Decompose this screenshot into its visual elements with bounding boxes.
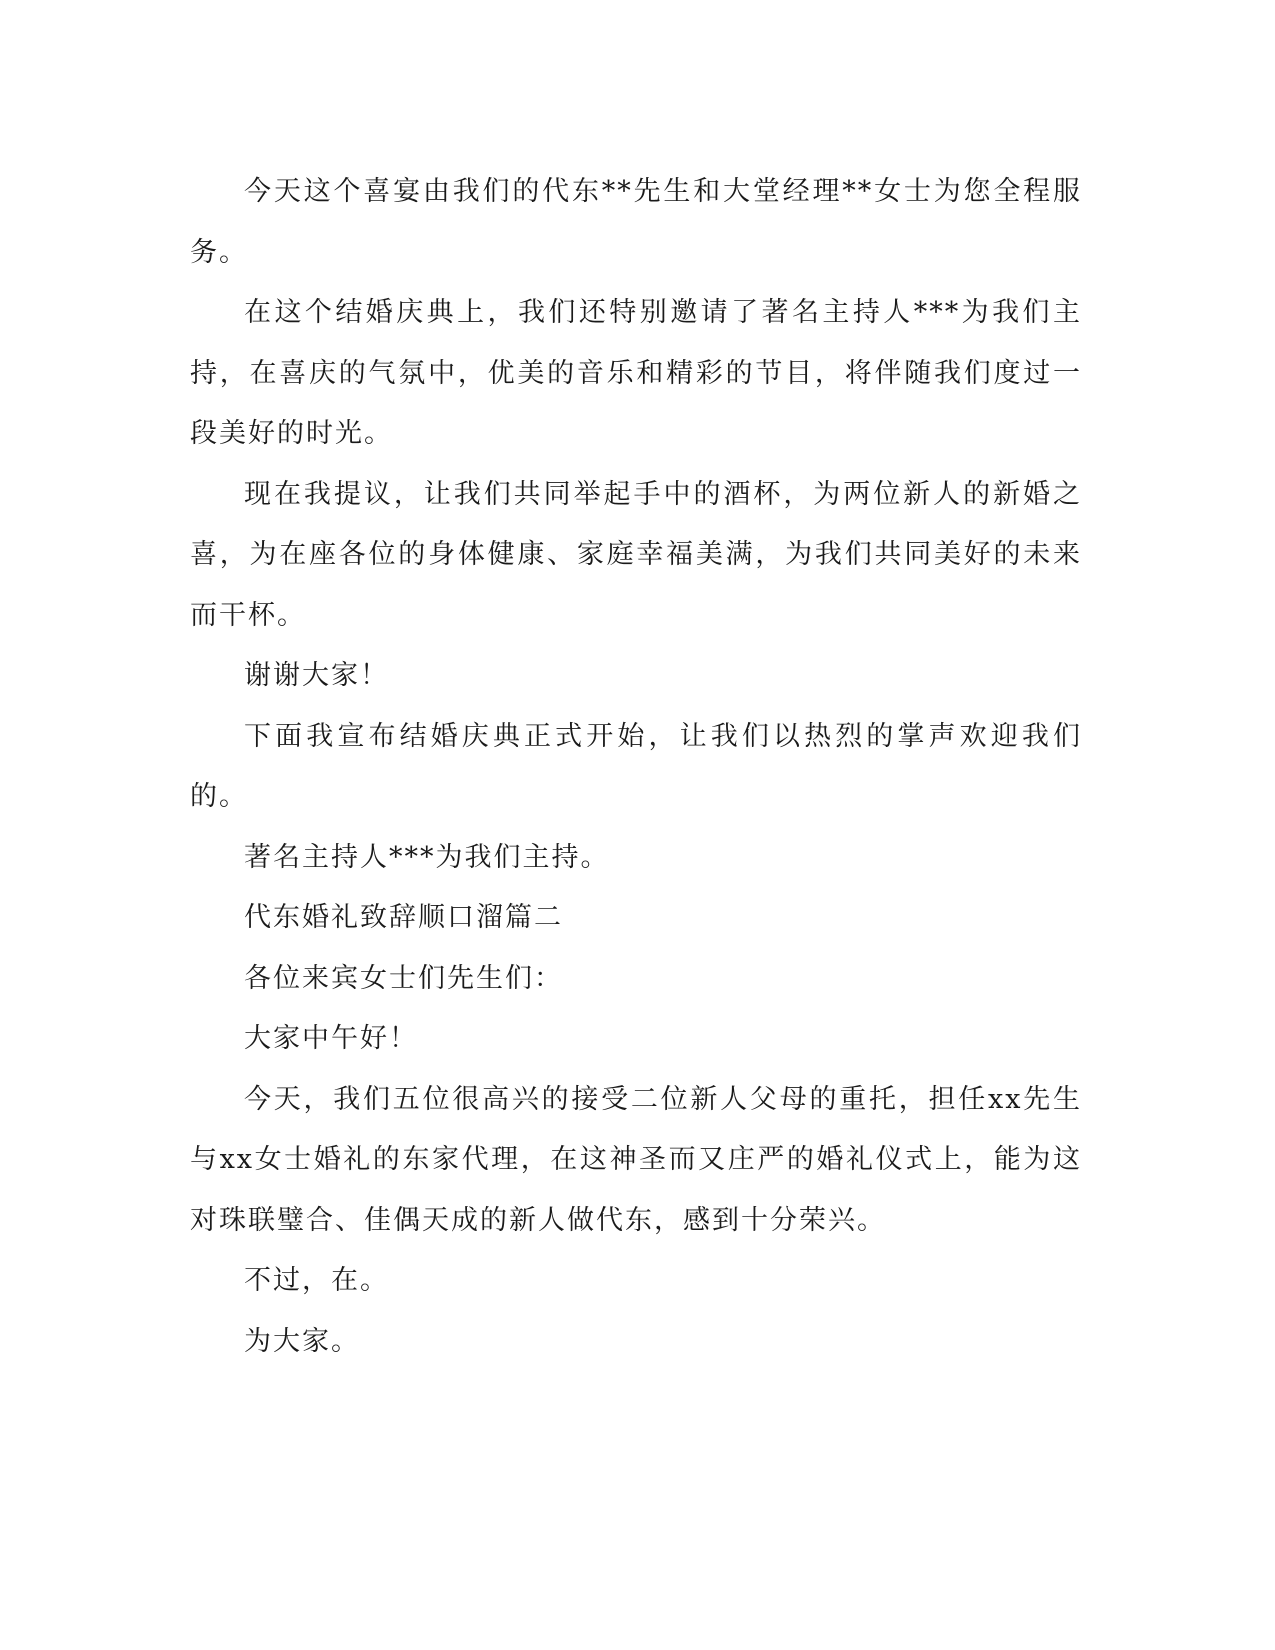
paragraph-fragment-2: 为大家。 (244, 1325, 360, 1357)
paragraph-toast: 现在我提议，让我们共同举起手中的酒杯，为两位新人的新婚之喜，为在座各位的身体健康、家庭幸福美满，为我们共同美好的未来而干杯。 (190, 478, 1082, 631)
document-body (190, 162, 1082, 1372)
paragraph-famous-host: 著名主持人***为我们主持。 (244, 841, 610, 873)
section-heading: 代东婚礼致辞顺口溜篇二 (244, 902, 563, 933)
paragraph-thanks: 谢谢大家！ (244, 660, 389, 691)
paragraph-salutation: 各位来宾女士们先生们： (244, 962, 563, 994)
paragraph-main-speech: 今天，我们五位很高兴的接受二位新人父母的重托，担任xx先生与xx女士婚礼的东家代理，在这神圣而又庄严的婚礼仪式上，能为这对珠联璧合、佳偶天成的新人做代东，感到十分荣兴。 (190, 1083, 1082, 1236)
paragraph-greeting: 大家中午好！ (244, 1023, 418, 1054)
paragraph-fragment-1: 不过，在。 (244, 1265, 389, 1296)
paragraph-ceremony-host: 在这个结婚庆典上，我们还特别邀请了著名主持人***为我们主持，在喜庆的气氛中，优美的音乐和精彩的节目，将伴随我们度过一段美好的时光。 (190, 297, 1082, 449)
paragraph-announcement: 下面我宣布结婚庆典正式开始，让我们以热烈的掌声欢迎我们的。 (190, 720, 1082, 812)
paragraph-host-intro: 今天这个喜宴由我们的代东**先生和大堂经理**女士为您全程服务。 (190, 176, 1082, 268)
